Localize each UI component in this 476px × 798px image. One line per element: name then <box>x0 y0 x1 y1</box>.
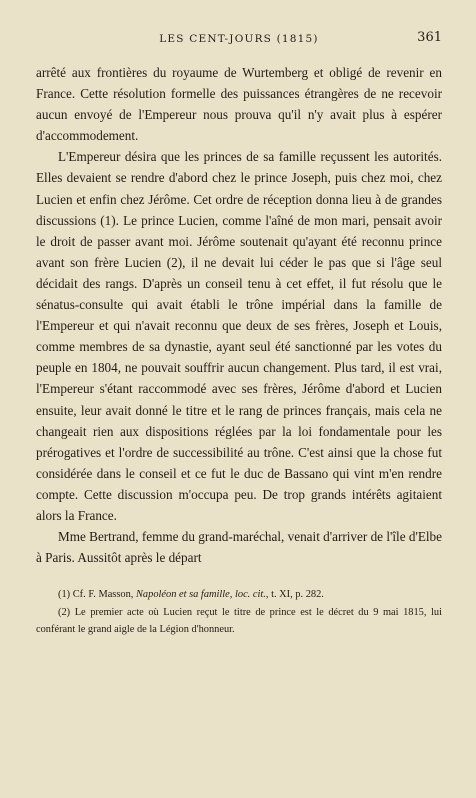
paragraph-2: L'Empereur désira que les princes de sa famille reçussent les autorités. Elles devaient se rendre d'abord chez le prince Joseph, puis chez moi, chez Lucien et enfin chez Jérôme. Cet ordre de réception donna lieu à de grandes discussions (1). Le prince Lucien, comme l'aîné de mon mari, pensait avoir le droit de passer avant moi. Jérôme soutenait qu'ayant été reconnu prince avant son frère Lucien (2), il ne devait lui céder le pas que si l'âge seul décidait des rangs. D'après un conseil tenu à cet effet, il fut résolu que le sénatus-consulte qui avait établi le trône impérial dans la famille de l'Empereur et qui n'avait reconnu que deux de ses frères, Joseph et Louis, comme membres de sa dynastie, ayant seul été sanctionné par les votes du peuple en 1804, ne pouvait souffrir aucun changement. Plus tard, il est vrai, l'Empereur s'étant raccommodé avec ses frères, Jérôme d'abord et Lucien ensuite, leur avait donné le titre et le rang de princes français, mais cela ne changeait rien aux dispositions réglées par la loi fondamentale pour les prérogatives et l'ordre de successibilité au trône. C'est ainsi que la chose fut considérée dans le conseil et ce fut le duc de Bassano qui vint m'en rendre compte. Cette discussion m'occupa peu. De trop grands intérêts agitaient alors la France. <box>36 149 442 523</box>
footnote-2-text: Le premier acte où Lucien reçut le titre de prince est le décret du 9 mai 1815, lui conférant le grand aigle de la Légion d'honneur. <box>36 606 442 636</box>
footnotes <box>36 586 442 639</box>
footnote-1-post: , t. XI, p. 282. <box>265 589 324 601</box>
footnote-1 <box>36 586 442 604</box>
paragraph-1: arrêté aux frontières du royaume de Wurtemberg et obligé de revenir en France. Cette résolution formelle des puissances étrangères de ne recevoir aucun envoyé de l'Empereur nous prouva qu'il n'y avait plus à espérer d'accommodement. <box>36 65 442 144</box>
running-title: LES CENT-JOURS (1815) <box>159 33 319 45</box>
body-text <box>36 62 442 568</box>
page-number: 361 <box>417 30 442 45</box>
paragraph-3: Mme Bertrand, femme du grand-maréchal, venait d'arriver de l'île d'Elbe à Paris. Aussitôt après le départ <box>36 529 442 566</box>
footnote-1-title: Napoléon et sa famille, loc. cit. <box>136 589 266 601</box>
footnote-1-marker: (1) <box>58 589 71 601</box>
running-header <box>36 30 442 52</box>
footnote-1-pre: Cf. F. Masson, <box>72 589 134 601</box>
footnote-2 <box>36 604 442 639</box>
footnote-2-marker: (2) <box>58 606 71 618</box>
